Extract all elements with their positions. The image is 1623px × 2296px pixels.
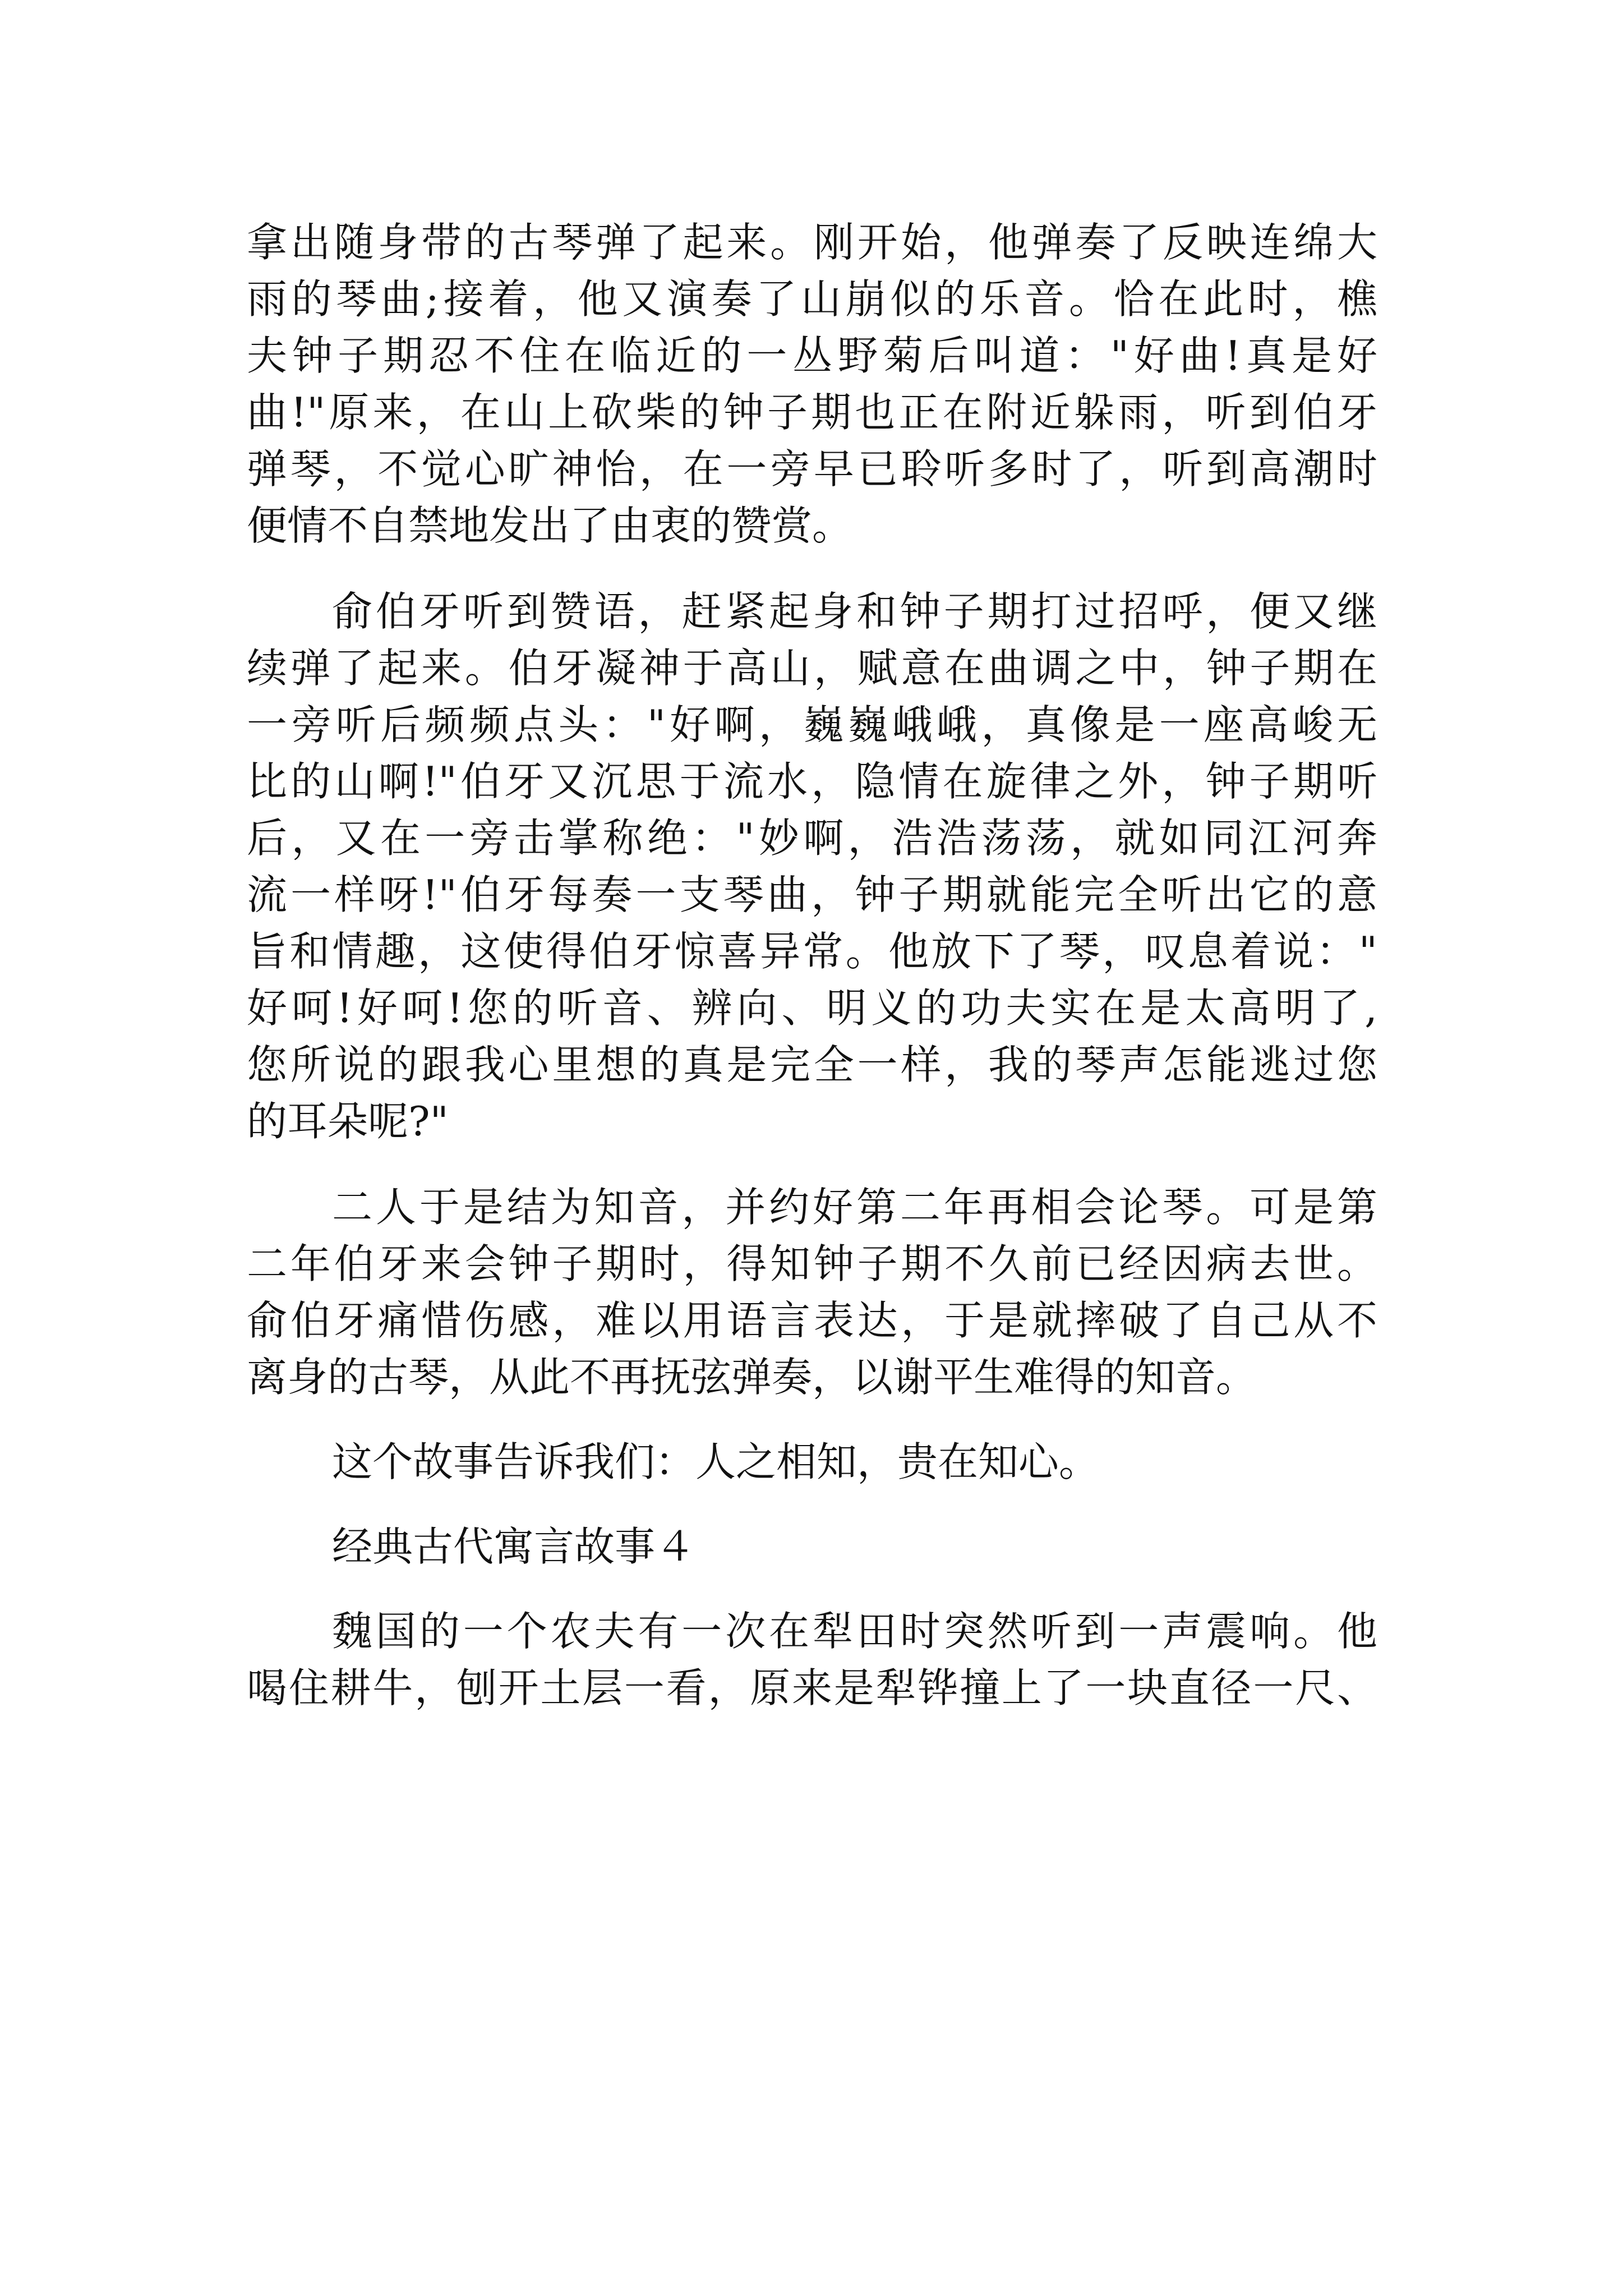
paragraph-1 — [247, 214, 1377, 554]
text-line: 二年伯牙来会钟子期时，得知钟子期不久前已经因病去世。 — [247, 1240, 1377, 1287]
text-line: 喝住耕牛，刨开土层一看，原来是犁铧撞上了一块直径一尺、 — [247, 1664, 1377, 1711]
text-line: 便情不自禁地发出了由衷的赞赏。 — [247, 502, 853, 549]
text-line: 的耳朵呢?" — [247, 1098, 449, 1145]
text-line: 拿出随身带的古琴弹了起来。刚开始，他弹奏了反映连绵大 — [247, 219, 1377, 266]
text-line: 这个故事告诉我们：人之相知，贵在知心。 — [332, 1438, 1100, 1485]
text-line: 魏国的一个农夫有一次在犁田时突然听到一声震响。他 — [332, 1608, 1377, 1655]
text-line: 您所说的跟我心里想的真是完全一样，我的琴声怎能逃过您 — [247, 1041, 1377, 1088]
text-line: 续弹了起来。伯牙凝神于高山，赋意在曲调之中，钟子期在 — [247, 645, 1377, 692]
text-line: 比的山啊!"伯牙又沉思于流水，隐情在旋律之外，钟子期听 — [247, 758, 1377, 805]
text-line: 流一样呀!"伯牙每奏一支琴曲，钟子期就能完全听出它的意 — [247, 871, 1377, 918]
paragraph-4 — [247, 1434, 1377, 1490]
text-line: 旨和情趣，这使得伯牙惊喜异常。他放下了琴，叹息着说：" — [247, 928, 1377, 975]
text-line: 好呵!好呵!您的听音、辨向、明义的功夫实在是太高明了, — [247, 984, 1377, 1032]
text-line: 雨的琴曲;接着，他又演奏了山崩似的乐音。恰在此时，樵 — [247, 275, 1377, 323]
text-line: 曲!"原来，在山上砍柴的钟子期也正在附近躲雨，听到伯牙 — [247, 389, 1377, 436]
text-line: 二人于是结为知音，并约好第二年再相会论琴。可是第 — [332, 1184, 1377, 1231]
text-line: 俞伯牙听到赞语，赶紧起身和钟子期打过招呼，便又继 — [332, 588, 1377, 635]
paragraph-6 — [247, 1603, 1377, 1717]
section-heading — [247, 1519, 1377, 1575]
paragraph-3 — [247, 1179, 1377, 1406]
paragraph-2 — [247, 583, 1377, 1150]
document-body — [247, 214, 1377, 1717]
text-line: 一旁听后频频点头："好啊，巍巍峨峨，真像是一座高峻无 — [247, 701, 1377, 748]
text-line: 俞伯牙痛惜伤感，难以用语言表达，于是就摔破了自己从不 — [247, 1297, 1377, 1344]
heading-line: 经典古代寓言故事４ — [332, 1523, 696, 1570]
text-line: 弹琴，不觉心旷神怡，在一旁早已聆听多时了，听到高潮时 — [247, 445, 1377, 493]
text-line: 后，又在一旁击掌称绝："妙啊，浩浩荡荡，就如同江河奔 — [247, 815, 1377, 862]
text-line: 夫钟子期忍不住在临近的一丛野菊后叫道："好曲!真是好 — [247, 332, 1377, 379]
text-line: 离身的古琴，从此不再抚弦弹奏，以谢平生难得的知音。 — [247, 1354, 1257, 1401]
